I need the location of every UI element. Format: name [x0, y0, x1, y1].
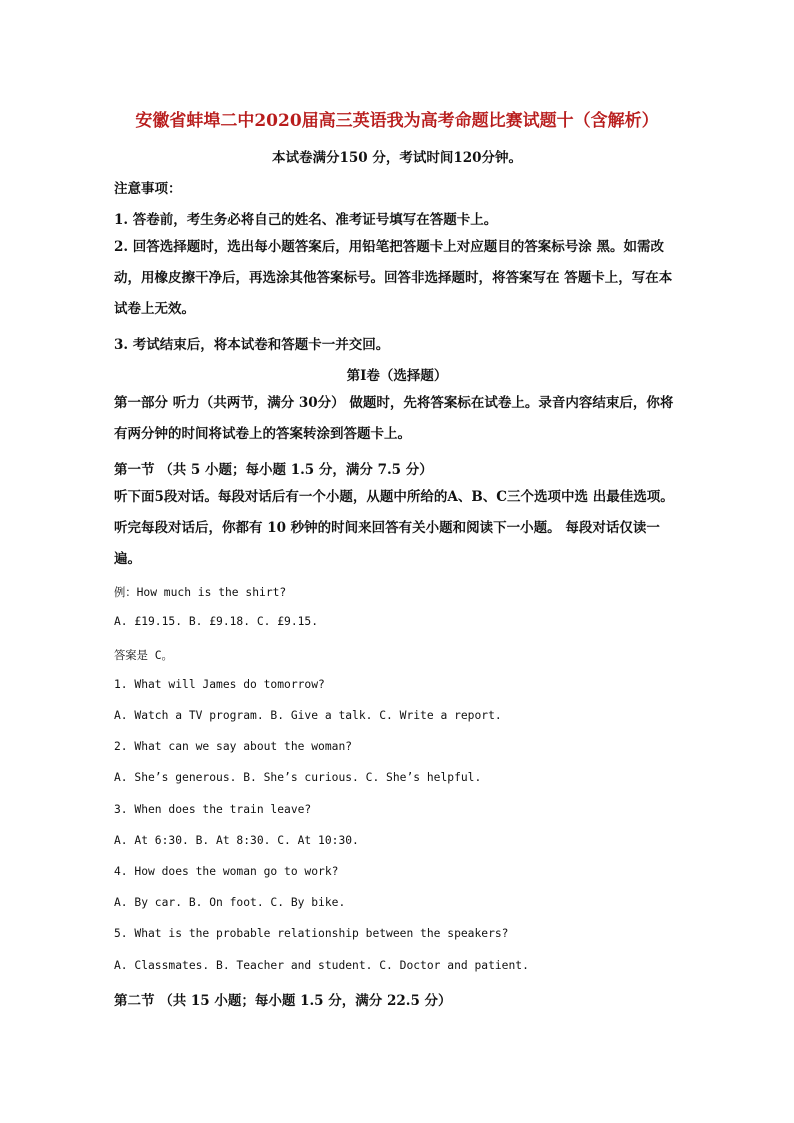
example-question: 例：How much is the shirt? — [114, 586, 287, 599]
question-5-options: A. Classmates. B. Teacher and student. C. Doctor and patient. — [114, 959, 529, 972]
exam-info: 本试卷满分150 分，考试时间120分钟。 — [271, 150, 523, 166]
section1-instructions: 听下面5段对话。每段对话后有一个小题，从题中所给的A、B、C三个选项中选 出最佳选项。听完每段对话后，你都有 10 秒钟的时间来回答有关小题和阅读下一小题。 每段对话仅读一遍。 — [114, 489, 674, 567]
question-2: 2. What can we say about the woman? — [114, 740, 353, 753]
question-4-options: A. By car. B. On foot. C. By bike. — [114, 896, 346, 909]
part1-intro: 第一部分 听力（共两节，满分 30分） 做题时，先将答案标在试卷上。录音内容结束后，你将有两分钟的时间将试卷上的答案转涂到答题卡上。 — [114, 395, 674, 442]
question-1-options: A. Watch a TV program. B. Give a talk. C. Write a report. — [114, 709, 502, 722]
section1-heading: 第一节 （共 5 小题；每小题 1.5 分，满分 7.5 分） — [114, 462, 433, 478]
section2-heading: 第二节 （共 15 小题；每小题 1.5 分，满分 22.5 分） — [114, 993, 452, 1009]
notice-item-3: 3. 考试结束后，将本试卷和答题卡一并交回。 — [114, 337, 390, 353]
example-options: A. £19.15. B. £9.18. C. £9.15. — [114, 615, 319, 628]
notice-heading: 注意事项： — [114, 181, 182, 197]
document-title: 安徽省蚌埠二中2020届高三英语我为高考命题比赛试题十（含解析） — [135, 111, 659, 131]
question-2-options: A. She’s generous. B. She’s curious. C. She’s helpful. — [114, 771, 482, 784]
notice-item-2: 2. 回答选择题时，选出每小题答案后，用铅笔把答题卡上对应题目的答案标号涂 黑。如需改动，用橡皮擦干净后，再选涂其他答案标号。回答非选择题时，将答案写在 答题卡上，写在本试卷上无效。 — [114, 239, 673, 317]
example-answer: 答案是 C。 — [114, 649, 173, 662]
notice-item-1: 1. 答卷前，考生务必将自己的姓名、准考证号填写在答题卡上。 — [114, 212, 498, 228]
question-4: 4. How does the woman go to work? — [114, 865, 339, 878]
question-5: 5. What is the probable relationship between the speakers? — [114, 927, 509, 940]
volume-title: 第Ⅰ卷（选择题） — [346, 368, 448, 384]
question-1: 1. What will James do tomorrow? — [114, 678, 325, 691]
question-3: 3. When does the train leave? — [114, 803, 312, 816]
question-3-options: A. At 6:30. B. At 8:30. C. At 10:30. — [114, 834, 359, 847]
